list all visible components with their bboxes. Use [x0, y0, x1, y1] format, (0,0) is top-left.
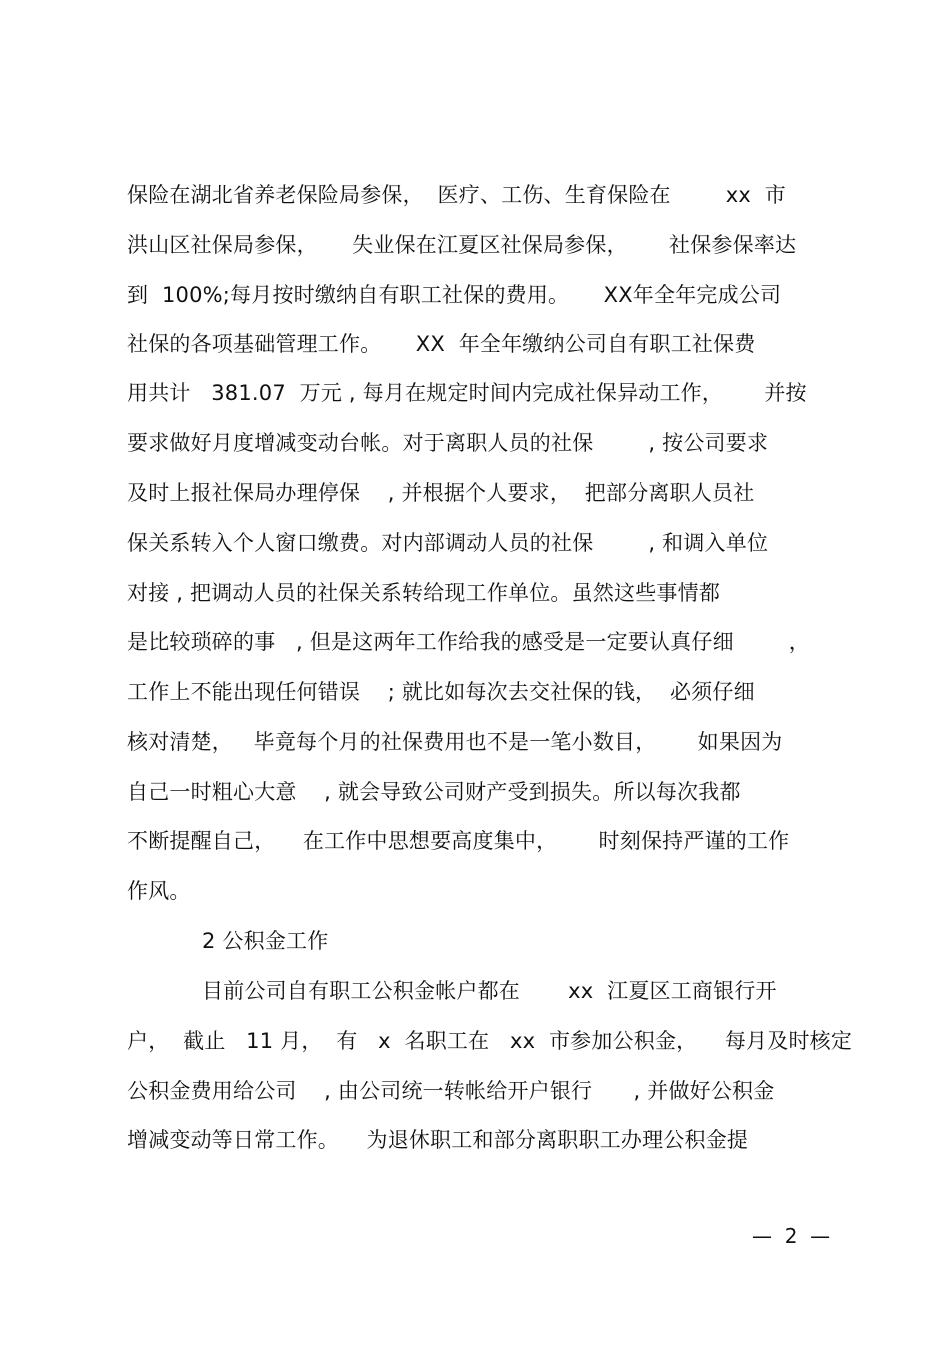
body-line: 增减变动等日常工作。 为退休职工和部分离职职工办理公积金提	[127, 1128, 749, 1152]
body-line: 洪山区社保局参保， 失业保在江夏区社保局参保， 社保参保率达	[127, 233, 797, 257]
page-number: — 2 —	[752, 1224, 831, 1248]
body-line: 要求做好月度增减变动台帐。对于离职人员的社保 , 按公司要求	[127, 431, 769, 455]
body-line: 对接 , 把调动人员的社保关系转给现工作单位。虽然这些事情都	[127, 581, 721, 605]
body-line: 用共计 381.07 万元 , 每月在规定时间内完成社保异动工作， 并按	[127, 381, 807, 405]
body-line: 保险在湖北省养老保险局参保， 医疗、工伤、生育保险在 xx 市	[127, 183, 786, 207]
section-heading: 2 公积金工作	[202, 929, 329, 953]
body-line: 户， 截止 11 月， 有 x 名职工在 xx 市参加公积金， 每月及时核定	[127, 1029, 853, 1053]
body-line: 社保的各项基础管理工作。 XX 年全年缴纳公司自有职工社保费	[127, 332, 756, 356]
paragraph-first-line: 目前公司自有职工公积金帐户都在 xx 江夏区工商银行开	[202, 979, 777, 1003]
body-line: 自己一时粗心大意 , 就会导致公司财产受到损失。所以每次我都	[127, 780, 741, 804]
body-line: 保关系转入个人窗口缴费。对内部调动人员的社保 , 和调入单位	[127, 531, 769, 555]
body-line: 及时上报社保局办理停保 , 并根据个人要求， 把部分离职人员社	[127, 481, 755, 505]
body-line: 不断提醒自己， 在工作中思想要高度集中， 时刻保持严谨的工作	[127, 829, 790, 853]
body-line: 核对清楚， 毕竟每个月的社保费用也不是一笔小数目， 如果因为	[127, 730, 783, 754]
body-line: 是比较琐碎的事 , 但是这两年工作给我的感受是一定要认真仔细 ，	[127, 630, 810, 654]
body-line: 工作上不能出现任何错误 ; 就比如每次去交社保的钱， 必须仔细	[127, 680, 755, 704]
body-line: 作风。	[127, 879, 191, 903]
body-line: 公积金费用给公司 , 由公司统一转帐给开户银行 , 并做好公积金	[127, 1079, 775, 1103]
body-line: 到 100%;每月按时缴纳自有职工社保的费用。 XX年全年完成公司	[127, 283, 782, 307]
